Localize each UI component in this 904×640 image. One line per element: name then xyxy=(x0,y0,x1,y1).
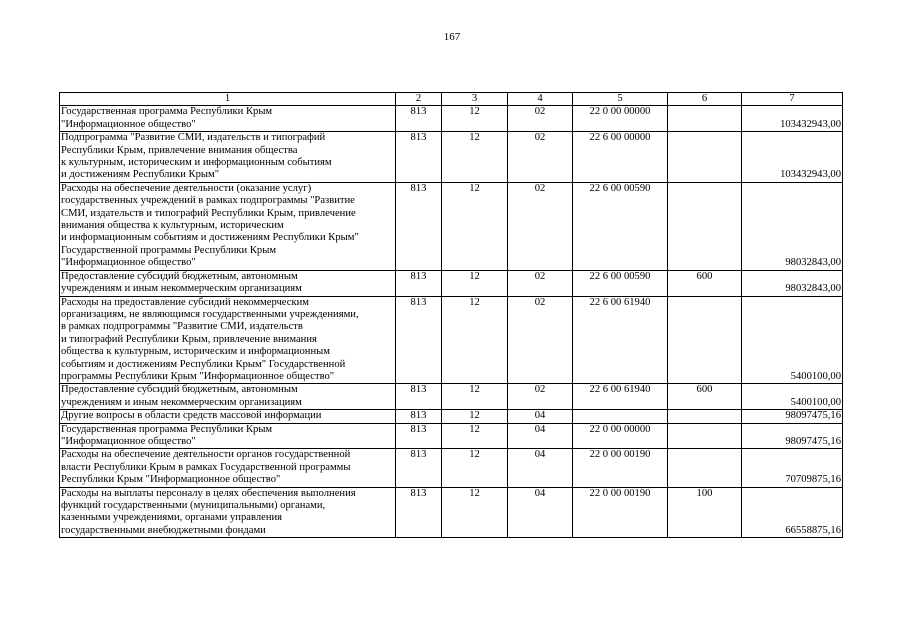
row-description: Расходы на предоставление субсидий некоммерческим организациям, не являющимся государственными учреждениями, в рамках подпрограммы "Развитие СМИ, издательств и типографий Республики Крым, привлечение внимания общества к культурным, историческим и информационным событиям и достижениям Республики Крым" Государственной программы Республики Крым "Информационное общество" xyxy=(60,296,396,384)
amount-cell: 103432943,00 xyxy=(742,106,843,132)
ministry-code: 813 xyxy=(396,487,442,538)
ministry-code: 813 xyxy=(396,296,442,384)
table-row xyxy=(60,296,843,384)
section-code: 12 xyxy=(442,270,508,296)
ministry-code: 813 xyxy=(396,410,442,423)
column-header: 6 xyxy=(668,93,742,106)
ministry-code: 813 xyxy=(396,270,442,296)
expense-type-code: 600 xyxy=(668,384,742,410)
amount-cell: 103432943,00 xyxy=(742,132,843,183)
expense-type-code xyxy=(668,410,742,423)
target-article-code: 22 6 00 61940 xyxy=(573,296,668,384)
row-description: Другие вопросы в области средств массовой информации xyxy=(60,410,396,423)
table-row xyxy=(60,487,843,538)
amount-cell: 98097475,16 xyxy=(742,410,843,423)
expense-type-code xyxy=(668,296,742,384)
expense-type-code: 600 xyxy=(668,270,742,296)
section-code: 12 xyxy=(442,384,508,410)
target-article-code: 22 6 00 00000 xyxy=(573,132,668,183)
amount-cell: 98032843,00 xyxy=(742,182,843,270)
row-description: Расходы на обеспечение деятельности органов государственной власти Республики Крым в рамках Государственной программы Республики Крым "Информационное общество" xyxy=(60,449,396,487)
section-code: 12 xyxy=(442,296,508,384)
section-code: 12 xyxy=(442,423,508,449)
amount-cell: 66558875,16 xyxy=(742,487,843,538)
page-number: 167 xyxy=(443,31,461,43)
column-header: 3 xyxy=(442,93,508,106)
table-header-row xyxy=(60,93,843,106)
amount-cell: 5400100,00 xyxy=(742,296,843,384)
column-header: 2 xyxy=(396,93,442,106)
subsection-code: 04 xyxy=(508,449,573,487)
subsection-code: 02 xyxy=(508,132,573,183)
section-code: 12 xyxy=(442,132,508,183)
target-article-code: 22 0 00 00190 xyxy=(573,487,668,538)
table-row xyxy=(60,182,843,270)
subsection-code: 04 xyxy=(508,487,573,538)
column-header: 5 xyxy=(573,93,668,106)
row-description: Государственная программа Республики Крым "Информационное общество" xyxy=(60,423,396,449)
row-description: Предоставление субсидий бюджетным, автономным учреждениям и иным некоммерческим организациям xyxy=(60,384,396,410)
target-article-code: 22 0 00 00000 xyxy=(573,106,668,132)
amount-cell: 98097475,16 xyxy=(742,423,843,449)
ministry-code: 813 xyxy=(396,449,442,487)
target-article-code: 22 6 00 61940 xyxy=(573,384,668,410)
subsection-code: 02 xyxy=(508,106,573,132)
subsection-code: 02 xyxy=(508,384,573,410)
table-row xyxy=(60,384,843,410)
row-description: Расходы на выплаты персоналу в целях обеспечения выполнения функций государственными (муниципальными) органами, казенными учреждениями, органами управления государственными внебюджетными фондами xyxy=(60,487,396,538)
section-code: 12 xyxy=(442,410,508,423)
subsection-code: 02 xyxy=(508,270,573,296)
row-description: Государственная программа Республики Крым "Информационное общество" xyxy=(60,106,396,132)
table-row xyxy=(60,423,843,449)
ministry-code: 813 xyxy=(396,132,442,183)
ministry-code: 813 xyxy=(396,384,442,410)
section-code: 12 xyxy=(442,182,508,270)
ministry-code: 813 xyxy=(396,106,442,132)
expense-type-code: 100 xyxy=(668,487,742,538)
amount-cell: 98032843,00 xyxy=(742,270,843,296)
column-header: 1 xyxy=(60,93,396,106)
target-article-code xyxy=(573,410,668,423)
section-code: 12 xyxy=(442,487,508,538)
subsection-code: 02 xyxy=(508,296,573,384)
table-row xyxy=(60,410,843,423)
column-header: 7 xyxy=(742,93,843,106)
expense-type-code xyxy=(668,449,742,487)
expense-type-code xyxy=(668,132,742,183)
target-article-code: 22 0 00 00000 xyxy=(573,423,668,449)
section-code: 12 xyxy=(442,106,508,132)
table-row xyxy=(60,270,843,296)
subsection-code: 02 xyxy=(508,182,573,270)
budget-table xyxy=(59,92,843,538)
row-description: Предоставление субсидий бюджетным, автономным учреждениям и иным некоммерческим организациям xyxy=(60,270,396,296)
section-code: 12 xyxy=(442,449,508,487)
target-article-code: 22 6 00 00590 xyxy=(573,182,668,270)
ministry-code: 813 xyxy=(396,182,442,270)
row-description: Расходы на обеспечение деятельности (оказание услуг) государственных учреждений в рамках подпрограммы "Развитие СМИ, издательств и типографий Республики Крым, привлечение внимания общества к культурным, историческим и информационным событиям и достижениям Республики Крым" Государственной программы Республики Крым "Информационное общество" xyxy=(60,182,396,270)
target-article-code: 22 6 00 00590 xyxy=(573,270,668,296)
table-row xyxy=(60,132,843,183)
table-row xyxy=(60,449,843,487)
ministry-code: 813 xyxy=(396,423,442,449)
amount-cell: 5400100,00 xyxy=(742,384,843,410)
column-header: 4 xyxy=(508,93,573,106)
subsection-code: 04 xyxy=(508,410,573,423)
expense-type-code xyxy=(668,423,742,449)
row-description: Подпрограмма "Развитие СМИ, издательств и типографий Республики Крым, привлечение внимания общества к культурным, историческим и информационным событиям и достижениям Республики Крым" xyxy=(60,132,396,183)
expense-type-code xyxy=(668,182,742,270)
subsection-code: 04 xyxy=(508,423,573,449)
amount-cell: 70709875,16 xyxy=(742,449,843,487)
expense-type-code xyxy=(668,106,742,132)
table-row xyxy=(60,106,843,132)
target-article-code: 22 0 00 00190 xyxy=(573,449,668,487)
